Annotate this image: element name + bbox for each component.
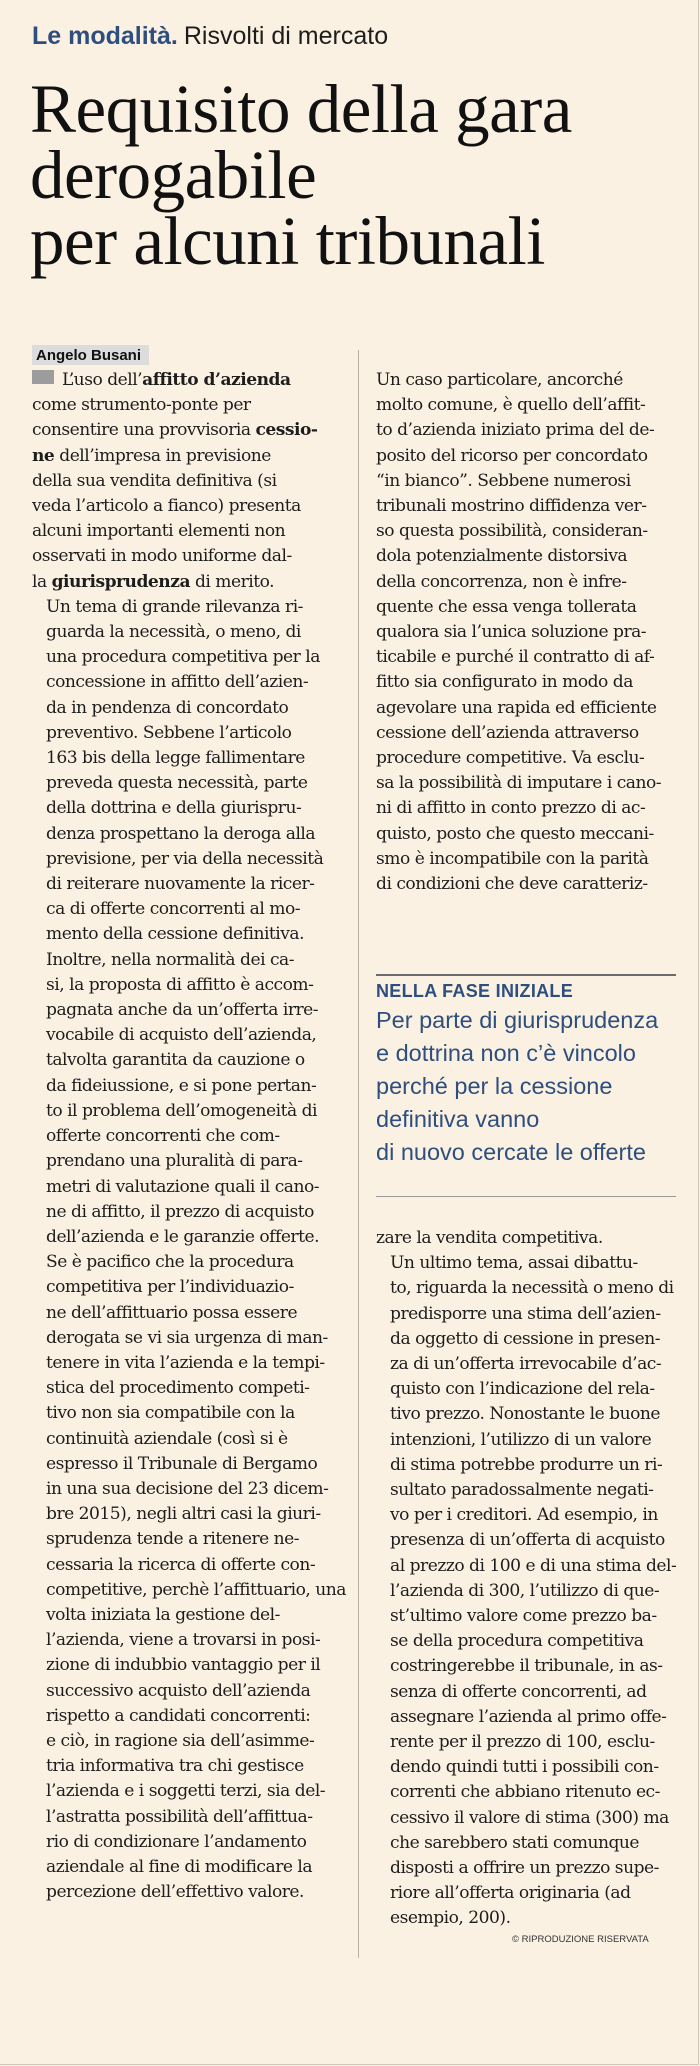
- text-line: predisporre una stima dell’azien-: [390, 1303, 661, 1324]
- text-line: rio di condizionare l’andamento: [46, 1831, 307, 1852]
- text-line: esempio, 200).: [390, 1908, 511, 1929]
- text-line: [32, 469, 336, 494]
- text-line: Se è pacifico che la procedura: [46, 1252, 294, 1273]
- text-line: cessione dell’azienda attraverso: [376, 722, 639, 743]
- text-line: so questa possibilità, consideran-: [376, 521, 648, 542]
- text-line: rispetto a candidati concorrenti:: [46, 1705, 311, 1726]
- headline: [30, 71, 690, 279]
- text-line: e ciò, in ragione sia dell’asimme-: [46, 1730, 315, 1751]
- text-line: vo per i creditori. Ad esempio, in: [390, 1505, 658, 1526]
- emphasis-text: cessio-: [255, 420, 318, 441]
- text-line: cessaria la ricerca di offerte con-: [46, 1554, 316, 1575]
- text-line: tivo prezzo. Nonostante le buone: [390, 1404, 661, 1425]
- article-column-2-continued: [376, 1226, 680, 1932]
- text-line: ca di offerte concorrenti al mo-: [46, 899, 301, 920]
- text-line: quisto, posto che questo meccani-: [376, 823, 654, 844]
- text-line: [32, 544, 336, 569]
- text-line: riore all’offerta originaria (ad: [390, 1883, 631, 1904]
- text-line: smo è incompatibile con la parità: [376, 848, 649, 869]
- text-line: tenere in vita l’azienda e la tempi-: [46, 1352, 325, 1373]
- text-line: tribunali mostrino diffidenza ver-: [376, 496, 647, 517]
- text-line: senza di offerte concorrenti, ad: [390, 1681, 647, 1702]
- text-line: in una sua decisione del 23 dicem-: [46, 1478, 329, 1499]
- article-column-1: [32, 368, 346, 1905]
- text-line: continuità aziendale (così si è: [46, 1428, 288, 1449]
- article-column-2: [376, 368, 680, 897]
- text-line: to d’azienda iniziato prima del de-: [376, 420, 655, 441]
- text-line: concessione in affitto dell’azien-: [46, 672, 309, 693]
- text-line: denza prospettano la deroga alla: [46, 823, 316, 844]
- text-line: posito del ricorso per concordato: [376, 445, 648, 466]
- text-line: da in pendenza di concordato: [46, 697, 289, 718]
- text-line: zare la vendita competitiva.: [376, 1228, 603, 1248]
- text-line: procedure competitive. Va esclu-: [376, 748, 645, 769]
- text-line: presenza di un’offerta di acquisto: [390, 1530, 665, 1551]
- headline-line: per alcuni tribunali: [30, 203, 545, 279]
- headline-line: derogabile: [30, 137, 317, 213]
- emphasis-text: ne: [32, 445, 55, 466]
- text-line: della concorrenza, non è infre-: [376, 571, 627, 592]
- text-line: offerte concorrenti che com-: [46, 1126, 280, 1147]
- text-line: aziendale al fine di modificare la: [46, 1856, 313, 1877]
- text-line: ni di affitto in conto prezzo di ac-: [376, 798, 646, 819]
- text-run: come strumento-ponte per: [32, 395, 251, 416]
- text-line: [32, 519, 336, 544]
- text-line: dola potenzialmente distorsiva: [376, 546, 628, 567]
- text-line: sultato paradossalmente negati-: [390, 1480, 654, 1501]
- text-line: competitive, perchè l’affittuario, una: [46, 1579, 346, 1600]
- text-line: [32, 393, 336, 418]
- text-line: disposti a offrire un prezzo supe-: [390, 1858, 659, 1879]
- text-line: [32, 444, 336, 469]
- text-line: successivo acquisto dell’azienda: [46, 1680, 311, 1701]
- text-line: quente che essa venga tollerata: [376, 596, 637, 617]
- text-line: costringerebbe il tribunale, in as-: [390, 1656, 663, 1677]
- text-line: l’astratta possibilità dell’affittua-: [46, 1806, 313, 1827]
- text-line: dendo quindi tutti i possibili con-: [390, 1757, 659, 1778]
- pull-quote-line: Per parte di giurisprudenza: [376, 1007, 659, 1033]
- text-line: da oggetto di cessione in presen-: [390, 1328, 661, 1349]
- paragraph: [32, 1250, 346, 1905]
- text-line: [32, 418, 336, 443]
- text-line: [32, 494, 336, 519]
- paragraph: [376, 1226, 680, 1251]
- text-line: volta iniziata la gestione del-: [46, 1604, 280, 1625]
- text-line: mento della cessione definitiva.: [46, 924, 305, 945]
- text-line: se della procedura competitiva: [390, 1631, 644, 1652]
- column-divider: [358, 350, 359, 1958]
- text-line: agevolare una rapida ed efficiente: [376, 697, 657, 718]
- text-line: della dottrina e della giurispru-: [46, 798, 302, 819]
- text-line: qualora sia l’unica soluzione pra-: [376, 622, 647, 643]
- text-line: l’azienda di 300, l’utilizzo di que-: [390, 1580, 660, 1601]
- text-line: to, riguarda la necessità o meno di: [390, 1278, 674, 1299]
- text-line: al prezzo di 100 e di una stima del-: [390, 1555, 677, 1576]
- text-line: ne dell’affittuario possa essere: [46, 1302, 298, 1323]
- text-line: intenzioni, l’utilizzo di un valore: [390, 1429, 652, 1450]
- pull-quote-divider: [376, 1196, 676, 1197]
- text-line: 163 bis della legge fallimentare: [46, 748, 305, 769]
- text-line: za di un’offerta irrevocabile d’ac-: [390, 1354, 662, 1375]
- kicker-topic: Risvolti di mercato: [183, 22, 389, 50]
- text-line: pagnata anche da un’offerta irre-: [46, 1000, 319, 1021]
- text-line: tivo non sia compatibile con la: [46, 1403, 295, 1424]
- text-line: preveda questa necessità, parte: [46, 773, 308, 794]
- paragraph: [376, 1251, 680, 1931]
- text-line: dell’azienda e le garanzie offerte.: [46, 1226, 320, 1247]
- text-line: molto comune, è quello dell’affit-: [376, 395, 646, 416]
- intro-lines: [32, 370, 336, 595]
- text-line: derogata se vi sia urgenza di man-: [46, 1327, 328, 1348]
- pull-quote-line: perché per la cessione: [376, 1073, 613, 1099]
- pull-quote-text: [376, 1004, 676, 1169]
- text-line: l’azienda, viene a trovarsi in posi-: [46, 1630, 321, 1651]
- text-line: “in bianco”. Sebbene numerosi: [376, 470, 631, 491]
- text-run: alcuni importanti elementi non: [32, 521, 286, 542]
- text-line: preventivo. Sebbene l’articolo: [46, 722, 292, 743]
- text-line: espresso il Tribunale di Bergamo: [46, 1453, 318, 1474]
- paragraph: [32, 948, 336, 1250]
- text-run: la: [32, 571, 52, 592]
- text-line: ne di affitto, il prezzo di acquisto: [46, 1201, 314, 1222]
- pull-quote-box: [376, 974, 676, 1169]
- text-line: di reiterare nuovamente la ricer-: [46, 874, 315, 895]
- text-run: veda l’articolo a fianco) presenta: [32, 496, 301, 517]
- text-line: una procedura competitiva per la: [46, 647, 320, 668]
- text-line: talvolta garantita da cauzione o: [46, 1050, 305, 1071]
- text-line: [32, 570, 336, 595]
- text-line: competitiva per l’individuazio-: [46, 1277, 294, 1298]
- text-line: quisto con l’indicazione del rela-: [390, 1379, 655, 1400]
- text-line: tria informativa tra chi gestisce: [46, 1756, 304, 1777]
- text-line: previsione, per via della necessità: [46, 848, 324, 869]
- copyright-notice: © RIPRODUZIONE RISERVATA: [512, 1934, 649, 1945]
- text-line: guarda la necessità, o meno, di: [46, 622, 301, 643]
- text-line: assegnare l’azienda al primo offe-: [390, 1706, 667, 1727]
- text-line: sprudenza tende a ritenere ne-: [46, 1529, 300, 1550]
- paragraph: [376, 368, 680, 897]
- text-line: Un ultimo tema, assai dibattu-: [390, 1253, 638, 1274]
- text-line: Un tema di grande rilevanza ri-: [46, 596, 303, 617]
- text-run: della sua vendita definitiva (si: [32, 470, 277, 491]
- emphasis-text: affitto d’azienda: [142, 370, 291, 390]
- text-line: cessivo il valore di stima (300) ma: [390, 1807, 669, 1828]
- text-line: si, la proposta di affitto è accom-: [46, 974, 314, 995]
- text-line: che sarebbero stati comunque: [390, 1832, 640, 1853]
- paragraph: [32, 595, 336, 948]
- text-run: di merito.: [190, 571, 275, 592]
- kicker-section: Le modalità.: [32, 22, 178, 50]
- text-line: fitto sia configurato in modo da: [376, 672, 633, 693]
- text-line: st’ultimo valore come prezzo ba-: [390, 1606, 657, 1627]
- text-line: correnti che abbiano ritenuto ec-: [390, 1782, 660, 1803]
- text-line: Un caso particolare, ancorché: [376, 370, 623, 390]
- text-run: osservati in modo uniforme dal-: [32, 546, 292, 567]
- text-line: rente per il prezzo di 100, esclu-: [390, 1732, 655, 1753]
- pull-quote-line: e dottrina non c’è vincolo: [376, 1040, 636, 1066]
- text-line: to il problema dell’omogeneità di: [46, 1100, 317, 1121]
- text-line: da fideiussione, e si pone pertan-: [46, 1075, 317, 1096]
- text-line: stica del procedimento competi-: [46, 1378, 310, 1399]
- kicker: [32, 22, 388, 51]
- paragraph-marker: [32, 370, 54, 384]
- text-line: metri di valutazione quali il cano-: [46, 1176, 320, 1197]
- pull-quote-line: definitiva vanno: [376, 1106, 540, 1132]
- text-line: di stima potrebbe produrre un ri-: [390, 1454, 663, 1475]
- text-line: bre 2015), negli altri casi la giuri-: [46, 1504, 321, 1525]
- text-line: [62, 370, 291, 390]
- text-line: ticabile e purché il contratto di af-: [376, 647, 655, 668]
- paragraph-intro: [32, 368, 336, 595]
- author-byline: Angelo Busani: [32, 345, 149, 365]
- text-line: di condizioni che deve caratteriz-: [376, 874, 648, 895]
- text-line: prendano una pluralità di para-: [46, 1151, 303, 1172]
- pull-quote-title: NELLA FASE INIZIALE: [376, 981, 574, 1001]
- pull-quote-line: di nuovo cercate le offerte: [376, 1139, 646, 1165]
- text-line: zione di indubbio vantaggio per il: [46, 1655, 321, 1676]
- text-line: percezione dell’effettivo valore.: [46, 1882, 304, 1903]
- text-line: l’azienda e i soggetti terzi, sia del-: [46, 1781, 326, 1802]
- text-run: L’uso dell’: [62, 370, 143, 390]
- text-run: dell’impresa in previsione: [54, 445, 271, 466]
- text-run: consentire una provvisoria: [32, 420, 256, 441]
- text-line: vocabile di acquisto dell’azienda,: [46, 1025, 317, 1046]
- text-line: sa la possibilità di imputare i cano-: [376, 773, 662, 794]
- text-line: Inoltre, nella normalità dei ca-: [46, 949, 295, 970]
- headline-line: Requisito della gara: [30, 71, 572, 147]
- emphasis-text: giurisprudenza: [51, 571, 191, 592]
